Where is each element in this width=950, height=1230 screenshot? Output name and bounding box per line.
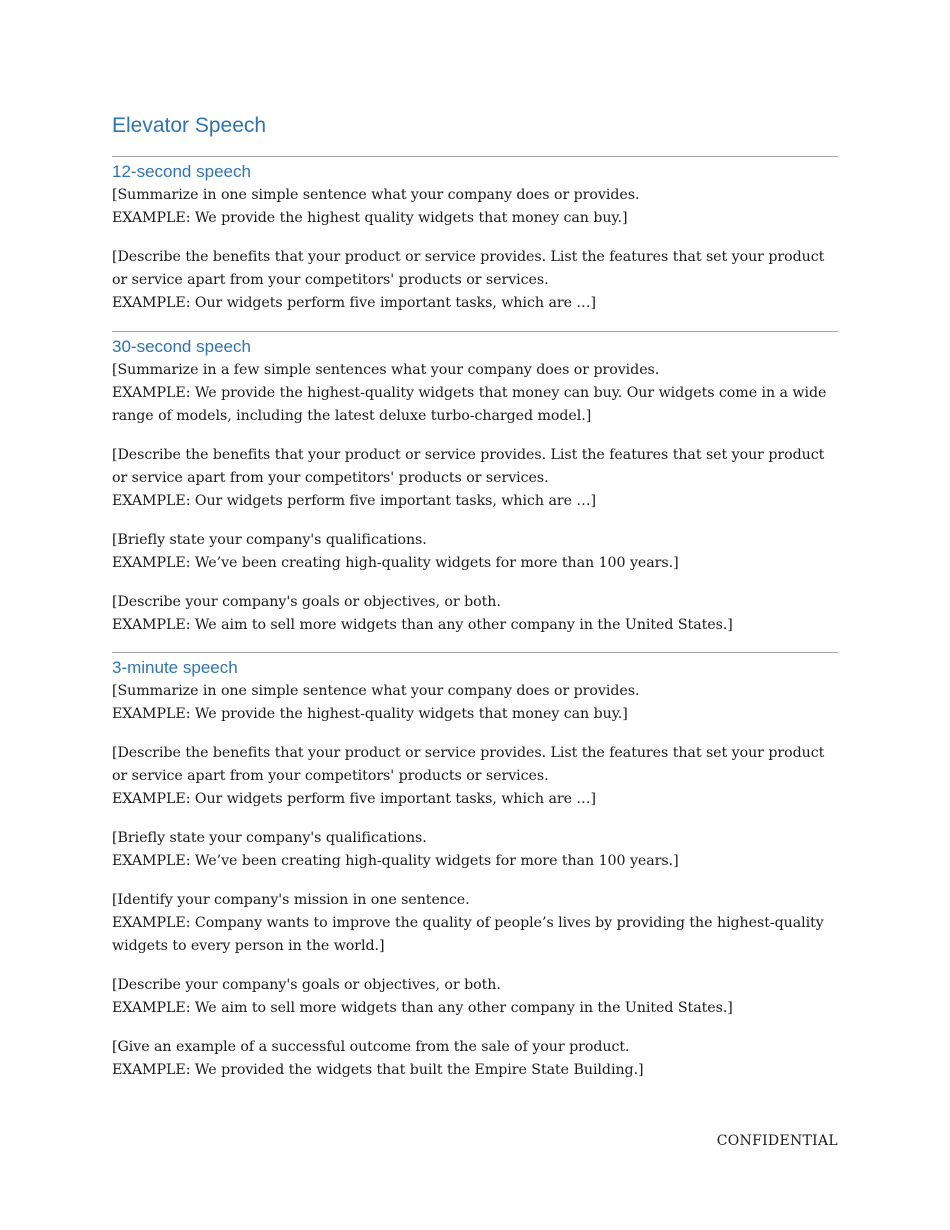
paragraph-line: [Briefly state your company's qualifications. bbox=[112, 830, 427, 846]
paragraph bbox=[112, 444, 838, 513]
paragraph bbox=[112, 680, 838, 726]
paragraph-line: [Summarize in one simple sentence what your company does or provides. bbox=[112, 187, 640, 203]
paragraph-line: [Briefly state your company's qualifications. bbox=[112, 532, 427, 548]
paragraph-line: EXAMPLE: We aim to sell more widgets than any other company in the United States.] bbox=[112, 1000, 733, 1016]
paragraph-line: EXAMPLE: We provide the highest-quality widgets that money can buy. Our widgets come in a wide bbox=[112, 385, 827, 401]
section-heading: 12-second speech bbox=[112, 162, 251, 181]
section-30-second bbox=[112, 331, 838, 653]
paragraph-line: [Describe your company's goals or objectives, or both. bbox=[112, 977, 501, 993]
paragraph-line: EXAMPLE: Our widgets perform five important tasks, which are …] bbox=[112, 791, 597, 807]
paragraph bbox=[112, 889, 838, 958]
paragraph bbox=[112, 184, 838, 230]
paragraph-line: or service apart from your competitors' products or services. bbox=[112, 470, 549, 486]
paragraph-line: range of models, including the latest deluxe turbo-charged model.] bbox=[112, 408, 592, 424]
paragraph bbox=[112, 591, 838, 637]
paragraph-line: [Describe the benefits that your product or service provides. List the features that set your product bbox=[112, 745, 825, 761]
confidential-footer: CONFIDENTIAL bbox=[716, 1133, 838, 1149]
paragraph-line: [Describe your company's goals or objectives, or both. bbox=[112, 594, 501, 610]
paragraph bbox=[112, 359, 838, 428]
paragraph-line: EXAMPLE: Our widgets perform five important tasks, which are …] bbox=[112, 493, 597, 509]
paragraph-line: [Summarize in one simple sentence what your company does or provides. bbox=[112, 683, 640, 699]
paragraph bbox=[112, 1036, 838, 1082]
paragraph bbox=[112, 529, 838, 575]
paragraph-line: [Summarize in a few simple sentences what your company does or provides. bbox=[112, 362, 660, 378]
paragraph-line: [Identify your company's mission in one sentence. bbox=[112, 892, 470, 908]
section-heading: 3-minute speech bbox=[112, 658, 238, 677]
section-3-minute bbox=[112, 652, 838, 1098]
paragraph-line: EXAMPLE: We provide the highest quality widgets that money can buy.] bbox=[112, 210, 628, 226]
paragraph-line: EXAMPLE: We’ve been creating high-quality widgets for more than 100 years.] bbox=[112, 555, 679, 571]
paragraph-line: or service apart from your competitors' products or services. bbox=[112, 768, 549, 784]
paragraph-line: EXAMPLE: Company wants to improve the quality of people’s lives by providing the highest-quality bbox=[112, 915, 824, 931]
paragraph-line: EXAMPLE: We’ve been creating high-quality widgets for more than 100 years.] bbox=[112, 853, 679, 869]
document-title: Elevator Speech bbox=[112, 114, 267, 137]
paragraph-line: EXAMPLE: We provided the widgets that built the Empire State Building.] bbox=[112, 1062, 644, 1078]
paragraph bbox=[112, 742, 838, 811]
paragraph-line: widgets to every person in the world.] bbox=[112, 938, 385, 954]
section-heading: 30-second speech bbox=[112, 337, 251, 356]
paragraph bbox=[112, 974, 838, 1020]
paragraph bbox=[112, 246, 838, 315]
paragraph-line: EXAMPLE: We aim to sell more widgets than any other company in the United States.] bbox=[112, 617, 733, 633]
paragraph-line: [Give an example of a successful outcome from the sale of your product. bbox=[112, 1039, 630, 1055]
paragraph-line: EXAMPLE: Our widgets perform five important tasks, which are …] bbox=[112, 295, 597, 311]
section-12-second bbox=[112, 156, 838, 331]
paragraph-line: [Describe the benefits that your product or service provides. List the features that set your product bbox=[112, 249, 825, 265]
paragraph bbox=[112, 827, 838, 873]
paragraph-line: or service apart from your competitors' products or services. bbox=[112, 272, 549, 288]
paragraph-line: EXAMPLE: We provide the highest-quality widgets that money can buy.] bbox=[112, 706, 628, 722]
paragraph-line: [Describe the benefits that your product or service provides. List the features that set your product bbox=[112, 447, 825, 463]
